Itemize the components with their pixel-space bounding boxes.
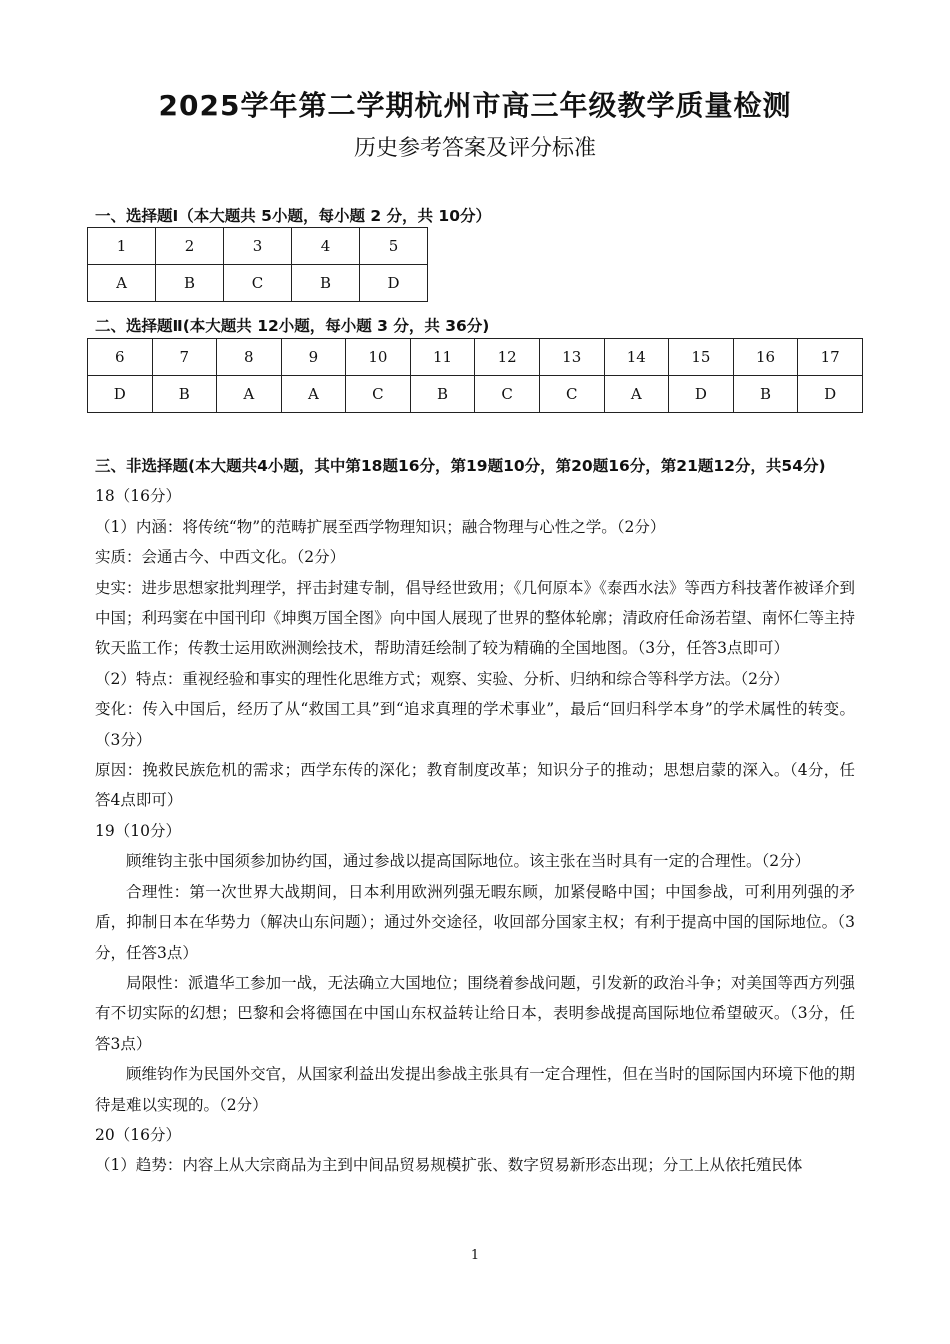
- table-cell: 17: [798, 339, 863, 376]
- table-cell: 16: [733, 339, 798, 376]
- table-cell: D: [360, 265, 428, 302]
- question-label-20: 20（16分）: [95, 1125, 181, 1144]
- table-cell: A: [281, 376, 346, 413]
- table-cell: C: [346, 376, 411, 413]
- table-cell: 7: [152, 339, 217, 376]
- question-label-18: 18（16分）: [95, 487, 181, 506]
- table-cell: B: [156, 265, 224, 302]
- answer-paragraph: 实质：会通古今、中西文化。（2分）: [95, 548, 346, 567]
- table-row-numbers: [88, 228, 428, 265]
- page-subtitle: 历史参考答案及评分标准: [353, 136, 596, 161]
- table-cell: A: [604, 376, 669, 413]
- table-cell: 11: [410, 339, 475, 376]
- section3-heading: 三、非选择题(本大题共4小题，其中第18题16分，第19题10分，第20题16分，第21题12分，共54分): [95, 457, 826, 475]
- table-cell: 14: [604, 339, 669, 376]
- table-cell: D: [798, 376, 863, 413]
- answer-paragraph: 原因：挽救民族危机的需求；西学东传的深化；教育制度改革；知识分子的推动；思想启蒙的深入。（4分，任答4点即可）: [95, 761, 855, 810]
- table-cell: 3: [224, 228, 292, 265]
- table-cell: 6: [88, 339, 153, 376]
- section2-heading: 二、选择题Ⅱ(本大题共 12小题，每小题 3 分，共 36分): [95, 317, 490, 335]
- answer-paragraph: 顾维钧主张中国须参加协约国，通过参战以提高国际地位。该主张在当时具有一定的合理性。（2分）: [126, 852, 811, 871]
- table-cell: 12: [475, 339, 540, 376]
- answer-paragraph: 史实：进步思想家批判理学，抨击封建专制，倡导经世致用；《几何原本》《泰西水法》等西方科技著作被译介到中国；利玛窦在中国刊印《坤舆万国全图》向中国人展现了世界的整体轮廓；清政府任命汤若望、南怀仁等主持钦天监工作；传教士运用欧洲测绘技术，帮助清廷绘制了较为精确的全国地图。（3分，任答3点即可）: [95, 578, 855, 658]
- section1-heading: 一、选择题Ⅰ（本大题共 5小题，每小题 2 分，共 10分）: [95, 207, 491, 225]
- answer-paragraph: 合理性：第一次世界大战期间，日本利用欧洲列强无暇东顾，加紧侵略中国；中国参战，可利用列强的矛盾，抑制日本在华势力（解决山东问题）；通过外交途径，收回部分国家主权；有利于提高中国的国际地位。（3分，任答3点）: [95, 882, 855, 962]
- answer-paragraph: （1）趋势：内容上从大宗商品为主到中间品贸易规模扩张、数字贸易新形态出现；分工上从依托殖民体: [95, 1156, 803, 1175]
- table-cell: B: [410, 376, 475, 413]
- table-cell: B: [292, 265, 360, 302]
- table-cell: C: [224, 265, 292, 302]
- table-cell: D: [88, 376, 153, 413]
- table-cell: A: [88, 265, 156, 302]
- answer-paragraph: （1）内涵：将传统“物”的范畴扩展至西学物理知识；融合物理与心性之学。（2分）: [95, 517, 666, 536]
- answer-paragraph: （2）特点：重视经验和事实的理性化思维方式；观察、实验、分析、归纳和综合等科学方法。（2分）: [95, 669, 789, 688]
- table-cell: 5: [360, 228, 428, 265]
- answer-paragraph: 局限性：派遣华工参加一战，无法确立大国地位；围绕着参战问题，引发新的政治斗争；对美国等西方列强有不切实际的幻想；巴黎和会将德国在中国山东权益转让给日本，表明参战提高国际地位希望破灭。（3分，任答3点）: [95, 973, 855, 1053]
- table-cell: C: [539, 376, 604, 413]
- question-label-19: 19（10分）: [95, 821, 181, 840]
- table-row-answers: [88, 265, 428, 302]
- table-cell: B: [733, 376, 798, 413]
- table-cell: 1: [88, 228, 156, 265]
- answer-body: [95, 451, 855, 1181]
- table-cell: 4: [292, 228, 360, 265]
- answer-table-1: [87, 227, 428, 302]
- table-cell: 9: [281, 339, 346, 376]
- page-title: 2025学年第二学期杭州市高三年级教学质量检测: [158, 89, 792, 122]
- answer-paragraph: 顾维钧作为民国外交官，从国家利益出发提出参战主张具有一定合理性，但在当时的国际国内环境下他的期待是难以实现的。（2分）: [95, 1065, 855, 1114]
- table-cell: 2: [156, 228, 224, 265]
- table-row-numbers: [88, 339, 863, 376]
- table-cell: 10: [346, 339, 411, 376]
- answer-paragraph: 变化：传入中国后，经历了从“救国工具”到“追求真理的学术事业”，最后“回归科学本身”的学术属性的转变。（3分）: [95, 700, 855, 749]
- table-cell: A: [217, 376, 282, 413]
- table-cell: D: [669, 376, 734, 413]
- page-number: 1: [470, 1248, 480, 1263]
- table-cell: 15: [669, 339, 734, 376]
- table-cell: C: [475, 376, 540, 413]
- table-cell: 8: [217, 339, 282, 376]
- table-cell: 13: [539, 339, 604, 376]
- table-row-answers: [88, 376, 863, 413]
- answer-table-2: [87, 338, 863, 413]
- table-cell: B: [152, 376, 217, 413]
